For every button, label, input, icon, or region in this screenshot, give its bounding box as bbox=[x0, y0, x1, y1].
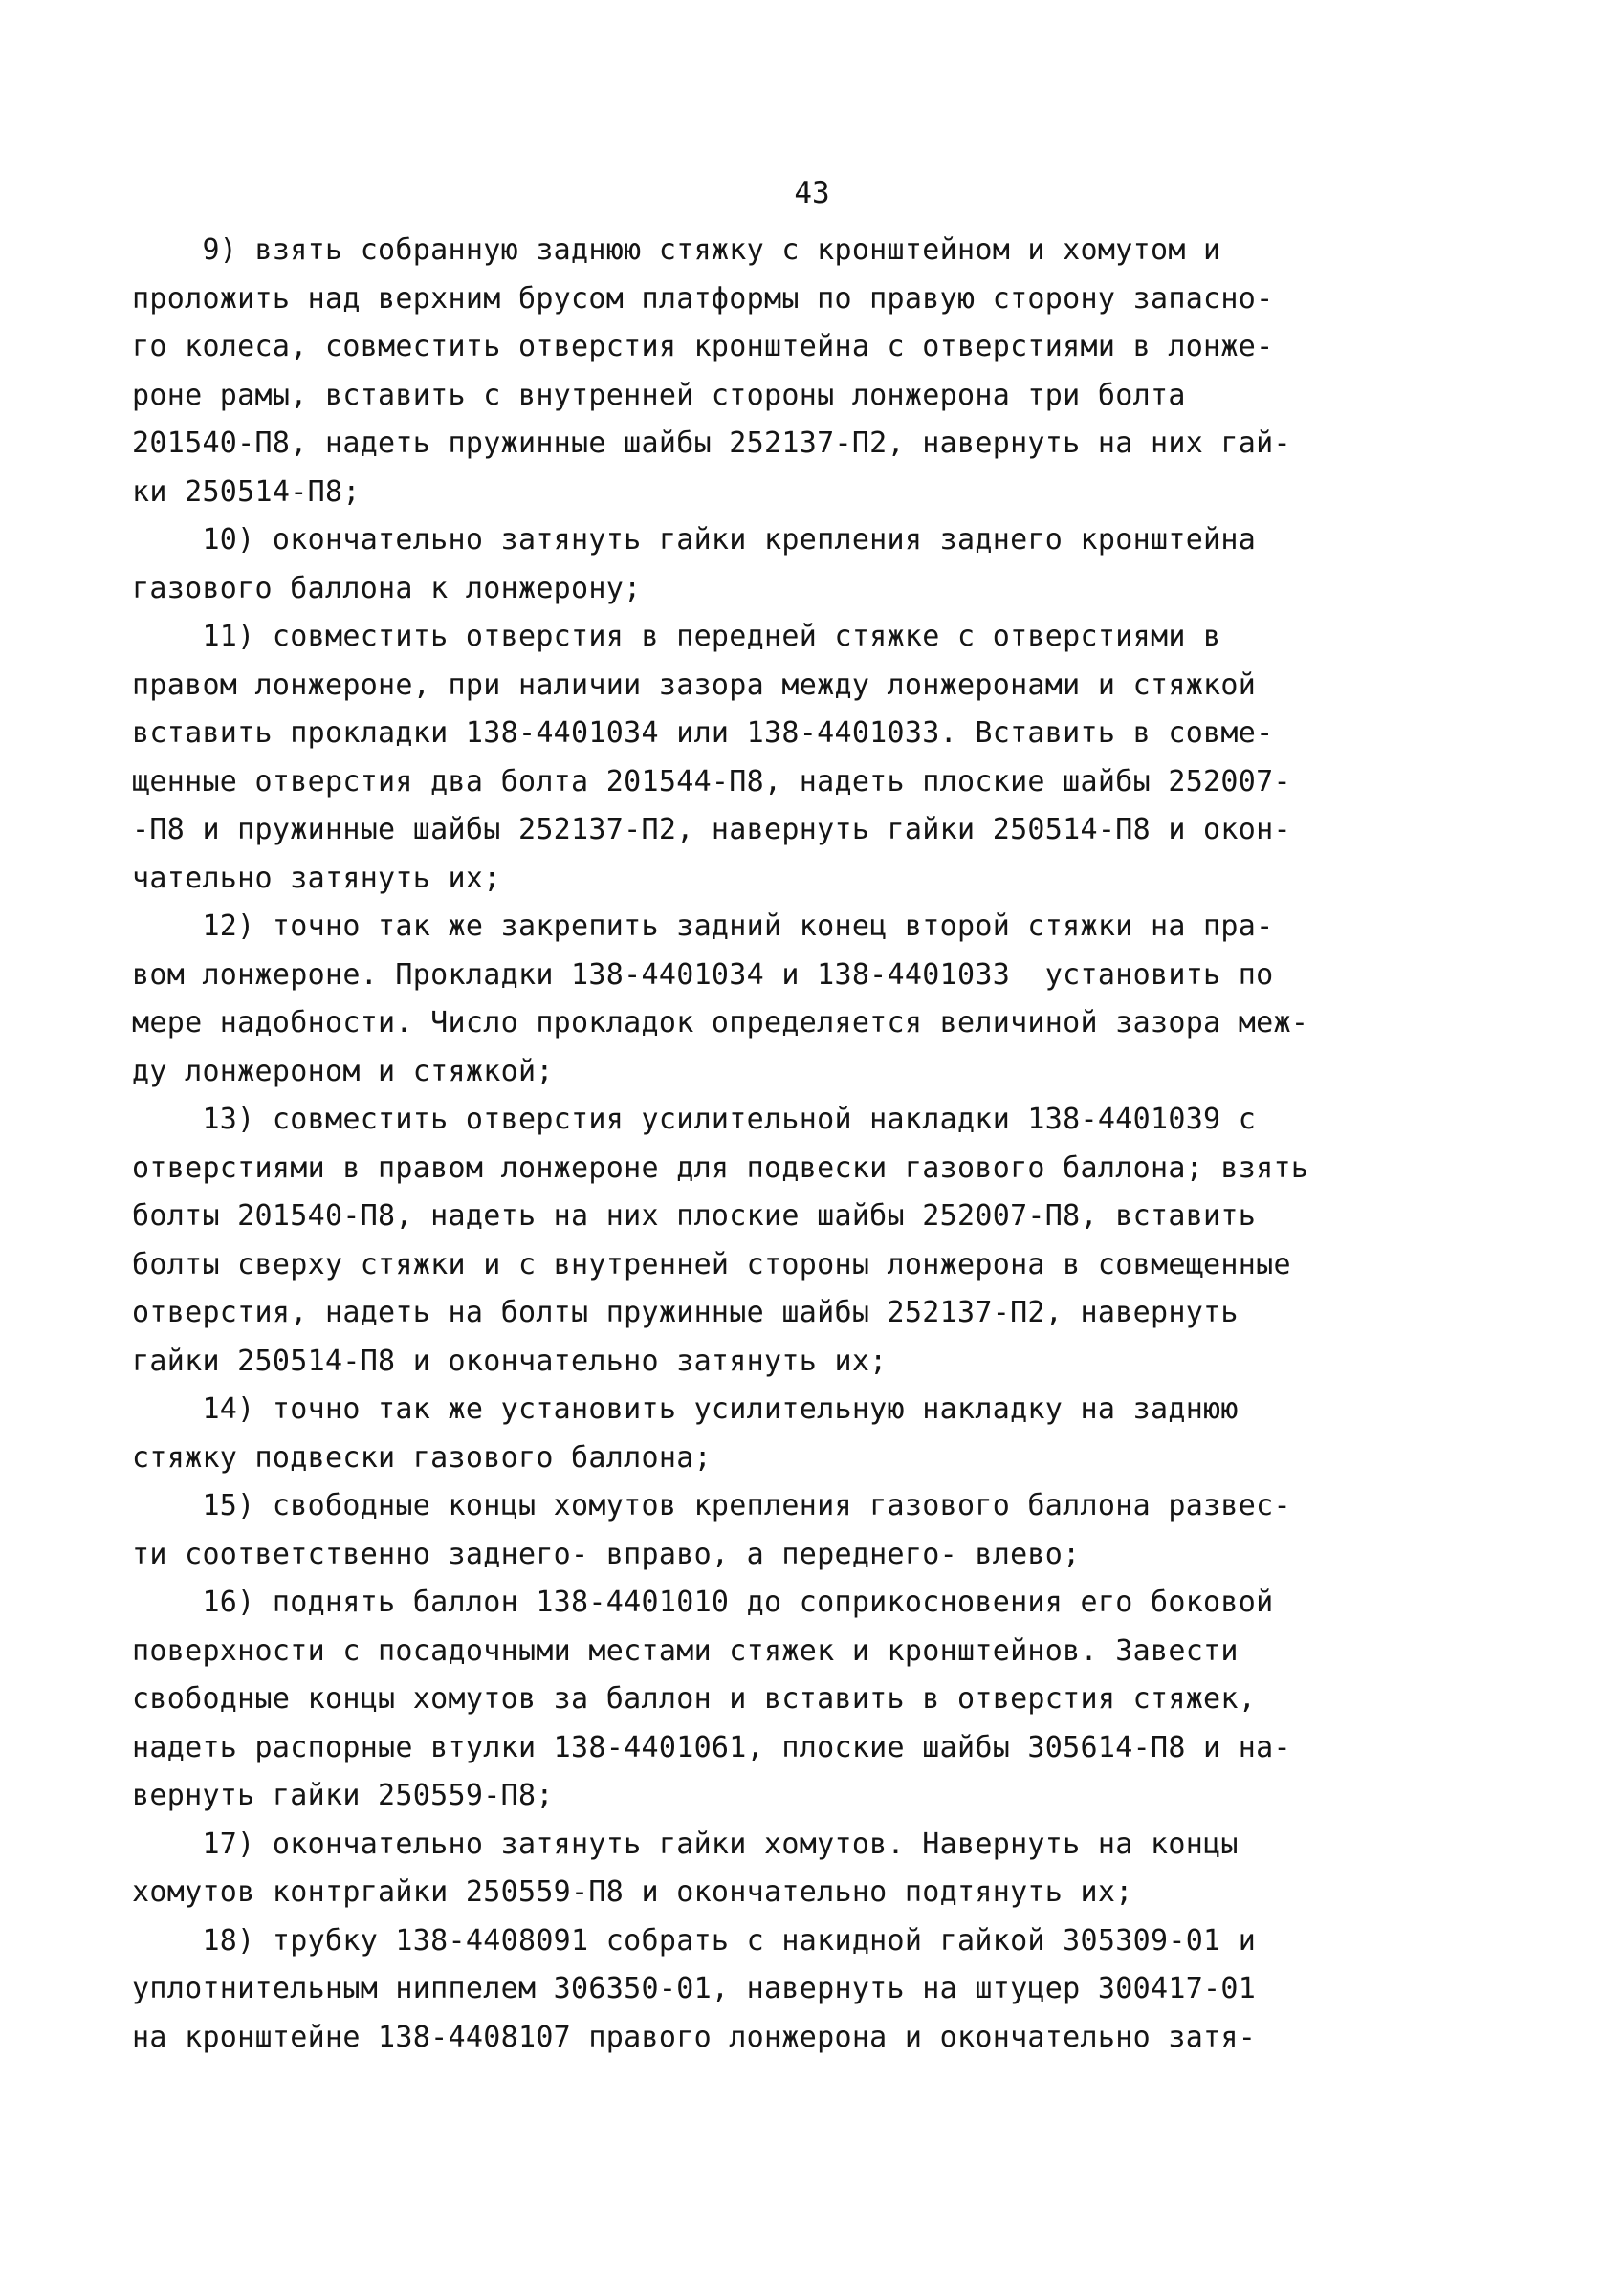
text-line: вернуть гайки 250559-П8; bbox=[132, 1779, 554, 1812]
instruction-item-14 bbox=[132, 1386, 1481, 1482]
text-line: 201540-П8, надеть пружинные шайбы 252137-П2, навернуть на них гай- bbox=[132, 427, 1291, 460]
page-number: 43 bbox=[794, 176, 830, 210]
text-line: вом лонжероне. Прокладки 138-4401034 и 138-4401033 установить по bbox=[132, 957, 1274, 992]
text-line: 18) трубку 138-4408091 собрать с накидной гайкой 305309-01 и bbox=[132, 1923, 1257, 1958]
text-line: уплотнительным ниппелем 306350-01, навернуть на штуцер 300417-01 bbox=[132, 1972, 1257, 2005]
text-line: свободные концы хомутов за баллон и вставить в отверстия стяжек, bbox=[132, 1682, 1257, 1716]
text-line: роне рамы, вставить с внутренней стороны лонжерона три болта bbox=[132, 378, 1186, 412]
text-line: отверстиями в правом лонжероне для подвески газового баллона; взять bbox=[132, 1150, 1309, 1185]
text-line: 13) совместить отверстия усилительной накладки 138-4401039 с bbox=[132, 1103, 1257, 1136]
text-line: 11) совместить отверстия в передней стяжке с отверстиями в bbox=[132, 620, 1221, 653]
text-line: 17) окончательно затянуть гайки хомутов. Навернуть на концы bbox=[132, 1827, 1239, 1861]
text-line: стяжку подвески газового баллона; bbox=[132, 1440, 712, 1475]
text-line: правом лонжероне, при наличии зазора между лонжеронами и стяжкой bbox=[132, 668, 1257, 702]
text-line: ду лонжероном и стяжкой; bbox=[132, 1054, 554, 1088]
text-line: 9) взять собранную заднюю стяжку с кронштейном и хомутом и bbox=[132, 233, 1221, 267]
text-line: поверхности с посадочными местами стяжек и кронштейнов. Завести bbox=[132, 1633, 1239, 1668]
text-line: ти соответственно заднего- вправо, а переднего- влево; bbox=[132, 1537, 1081, 1571]
text-line: на кронштейне 138-4408107 правого лонжерона и окончательно затя- bbox=[132, 2020, 1257, 2054]
text-line: 10) окончательно затянуть гайки крепления заднего кронштейна bbox=[132, 523, 1257, 557]
instruction-item-15 bbox=[132, 1482, 1481, 1579]
text-line: чательно затянуть их; bbox=[132, 861, 501, 895]
text-line: газового баллона к лонжерону; bbox=[132, 571, 642, 605]
instruction-item-12 bbox=[132, 903, 1481, 1096]
instruction-item-11 bbox=[132, 613, 1481, 903]
text-line: ки 250514-П8; bbox=[132, 474, 361, 509]
text-line: го колеса, совместить отверстия кронштейна с отверстиями в лонже- bbox=[132, 330, 1274, 363]
instruction-item-16 bbox=[132, 1579, 1481, 1821]
instruction-item-13 bbox=[132, 1096, 1481, 1386]
text-line: болты сверху стяжки и с внутренней стороны лонжерона в совмещенные bbox=[132, 1247, 1291, 1281]
text-line: хомутов контргайки 250559-П8 и окончательно подтянуть их; bbox=[132, 1875, 1133, 1909]
text-line: вставить прокладки 138-4401034 или 138-4401033. Вставить в совме- bbox=[132, 716, 1274, 750]
instruction-list bbox=[132, 227, 1481, 2062]
text-line: надеть распорные втулки 138-4401061, плоские шайбы 305614-П8 и на- bbox=[132, 1730, 1291, 1764]
text-line: болты 201540-П8, надеть на них плоские шайбы 252007-П8, вставить bbox=[132, 1199, 1257, 1233]
instruction-item-17 bbox=[132, 1821, 1481, 1917]
text-line: 14) точно так же установить усилительную накладку на заднюю bbox=[132, 1392, 1239, 1426]
text-line: щенные отверстия два болта 201544-П8, надеть плоские шайбы 252007- bbox=[132, 764, 1291, 799]
instruction-item-9 bbox=[132, 227, 1481, 516]
text-line: 12) точно так же закрепить задний конец второй стяжки на пра- bbox=[132, 909, 1274, 943]
text-line: -П8 и пружинные шайбы 252137-П2, навернуть гайки 250514-П8 и окон- bbox=[132, 813, 1291, 846]
instruction-item-18 bbox=[132, 1917, 1481, 2063]
text-line: проложить над верхним брусом платформы по правую сторону запасно- bbox=[132, 281, 1274, 316]
text-line: 16) поднять баллон 138-4401010 до соприкосновения его боковой bbox=[132, 1586, 1274, 1619]
text-line: 15) свободные концы хомутов крепления газового баллона развес- bbox=[132, 1489, 1291, 1522]
text-line: отверстия, надеть на болты пружинные шайбы 252137-П2, навернуть bbox=[132, 1296, 1239, 1329]
text-line: мере надобности. Число прокладок определяется величиной зазора меж- bbox=[132, 1006, 1309, 1040]
instruction-item-10 bbox=[132, 516, 1481, 613]
text-line: гайки 250514-П8 и окончательно затянуть их; bbox=[132, 1344, 888, 1378]
